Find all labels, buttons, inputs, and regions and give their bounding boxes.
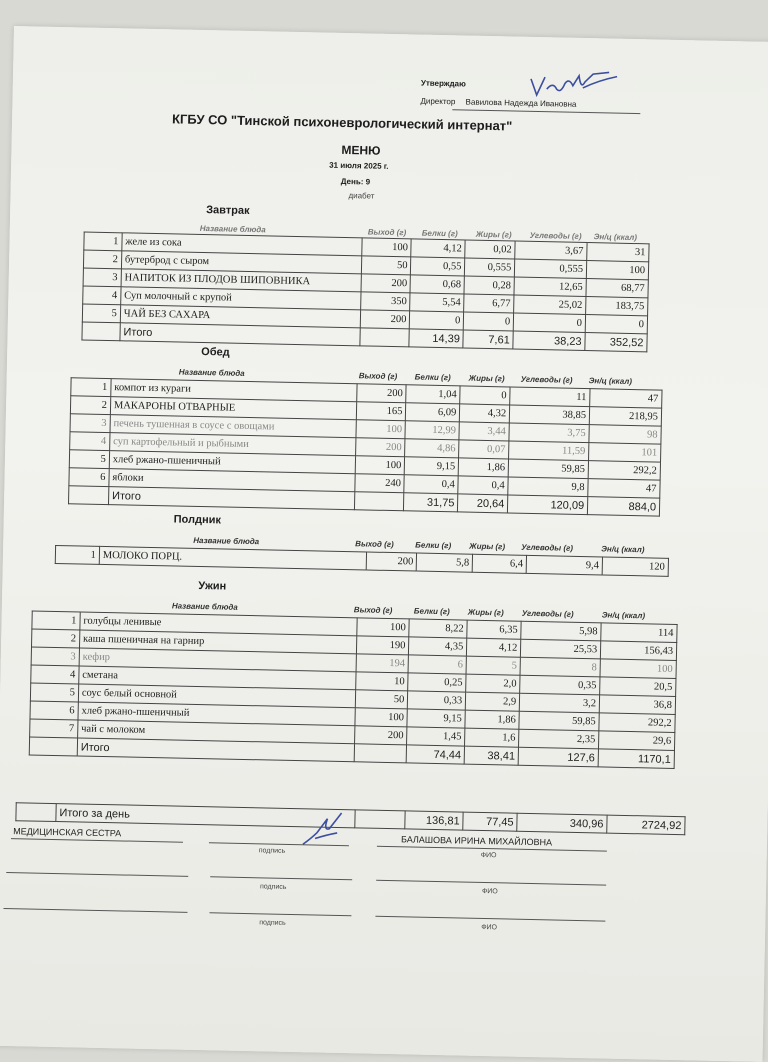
header-output: Выход (г) xyxy=(353,605,393,616)
director-signature xyxy=(523,67,624,105)
director-name: Вавилова Надежда Ивановна xyxy=(465,97,577,109)
header-fat: Жиры (г) xyxy=(469,541,506,552)
section-dinner: Ужин xyxy=(198,579,227,593)
director-label: Директор xyxy=(420,96,456,107)
header-output: Выход (г) xyxy=(355,539,394,550)
sign-caption: подпись xyxy=(258,847,286,855)
approve-signature-line xyxy=(452,109,640,114)
header-dish: Название блюда xyxy=(178,367,245,378)
table-row: 1 голубцы ленивые 100 8,22 6,35 5,98 114 xyxy=(32,611,677,643)
header-protein: Белки (г) xyxy=(414,372,451,383)
fio-line xyxy=(375,916,605,922)
signer-role: МЕДИЦИНСКАЯ СЕСТРА xyxy=(13,826,122,839)
total-row: Итого 74,44 38,41 127,6 1170,1 xyxy=(29,737,674,769)
table-row: 2 бутерброд с сыром 50 0,55 0,555 0,555 100 xyxy=(83,250,648,280)
header-carbs: Углеводы (г) xyxy=(521,608,574,619)
diet-label: диабет xyxy=(348,191,375,201)
total-row: Итого 31,75 20,64 120,09 884,0 xyxy=(69,486,660,516)
header-output: Выход (г) xyxy=(367,227,407,238)
day-total-row: Итого за день 136,81 77,45 340,96 2724,92 xyxy=(16,803,685,835)
table-row: 2 каша пшеничная на гарнир 190 4,35 4,12 25,53 156,43 xyxy=(31,629,676,661)
header-carbs: Углеводы (г) xyxy=(529,230,582,241)
table-row: 3 кефир 194 6 5 8 100 xyxy=(31,647,676,679)
role-line xyxy=(11,838,183,843)
table-row: 4 Суп молочный с крупой 350 5,54 6,77 25,02 183,75 xyxy=(83,286,648,316)
table-row: 7 чай с молоком 200 1,45 1,6 2,35 29,6 xyxy=(30,719,675,751)
role-line xyxy=(4,908,188,913)
approve-label: Утверждаю xyxy=(420,78,466,89)
header-energy: Эн/ц (ккал) xyxy=(601,544,645,555)
header-output: Выход (г) xyxy=(358,371,398,382)
sign-caption: подпись xyxy=(259,919,286,927)
header-carbs: Углеводы (г) xyxy=(521,542,574,553)
menu-title: МЕНЮ xyxy=(341,142,381,158)
menu-document xyxy=(0,26,768,1062)
menu-date: 31 июля 2025 г. xyxy=(329,160,389,171)
table-row: 4 сметана 10 0,25 2,0 0,35 20,5 xyxy=(31,665,676,697)
header-carbs: Углеводы (г) xyxy=(520,374,573,385)
signer-name: БАЛАШОВА ИРИНА МИХАЙЛОВНА xyxy=(400,834,553,848)
fio-caption: ФИО xyxy=(481,887,498,896)
header-energy: Эн/ц (ккал) xyxy=(601,610,646,621)
table-row: 4 суп картофельный и рыбными 200 4,86 0,07 11,59 101 xyxy=(70,432,661,462)
table-row: 2 МАКАРОНЫ ОТВАРНЫЕ 165 6,09 4,32 38,85 218,95 xyxy=(70,396,661,426)
organization-title: КГБУ СО "Тинской психоневрологический интернат" xyxy=(171,111,513,134)
fio-caption: ФИО xyxy=(481,923,498,932)
table-row: 3 печень тушенная в соусе с овощами 100 12,99 3,44 3,75 98 xyxy=(70,414,661,444)
signature-line xyxy=(210,876,352,880)
header-energy: Эн/ц (ккал) xyxy=(588,376,633,387)
table-row: 1 желе из сока 100 4,12 0,02 3,67 31 xyxy=(84,232,649,262)
header-protein: Белки (г) xyxy=(415,540,452,551)
header-energy: Эн/ц (ккал) xyxy=(593,232,638,243)
sign-caption: подпись xyxy=(259,883,287,891)
fio-line xyxy=(377,846,607,852)
table-row: 1 компот из кураги 200 1,04 0 11 47 xyxy=(71,378,662,408)
header-dish: Название блюда xyxy=(199,223,266,235)
table-row: 5 ЧАЙ БЕЗ САХАРА 200 0 0 0 0 xyxy=(82,304,647,334)
table-row: 6 хлеб ржано-пшеничный 100 9,15 1,86 59,85 292,2 xyxy=(30,701,675,733)
role-line xyxy=(6,872,188,877)
table-row: 6 яблоки 240 0,4 0,4 9,8 47 xyxy=(69,468,660,498)
table-row: 1 МОЛОКО ПОРЦ. 200 5,8 6,4 9,4 120 xyxy=(55,545,668,576)
nurse-signature xyxy=(297,808,358,853)
fio-caption: ФИО xyxy=(480,851,497,860)
section-breakfast: Завтрак xyxy=(206,204,250,217)
section-lunch: Обед xyxy=(201,345,230,359)
header-protein: Белки (г) xyxy=(421,228,458,239)
header-fat: Жиры (г) xyxy=(475,229,512,240)
table-row: 5 хлеб ржано-пшеничный 100 9,15 1,86 59,85 292,2 xyxy=(69,450,660,480)
table-row: 5 соус белый основной 50 0,33 2,9 3,2 36,8 xyxy=(30,683,675,715)
fio-line xyxy=(376,880,606,886)
header-protein: Белки (г) xyxy=(413,606,450,617)
header-dish: Название блюда xyxy=(193,535,260,547)
signature-line xyxy=(209,912,351,916)
table-row: 3 НАПИТОК ИЗ ПЛОДОВ ШИПОВНИКА 200 0,68 0,28 12,65 68,77 xyxy=(83,268,648,298)
header-dish: Название блюда xyxy=(171,601,238,612)
header-fat: Жиры (г) xyxy=(468,373,505,384)
section-snack: Полдник xyxy=(173,513,222,527)
menu-day: День: 9 xyxy=(340,176,371,187)
header-fat: Жиры (г) xyxy=(467,607,504,618)
total-row: Итого 14,39 7,61 38,23 352,52 xyxy=(82,322,647,352)
